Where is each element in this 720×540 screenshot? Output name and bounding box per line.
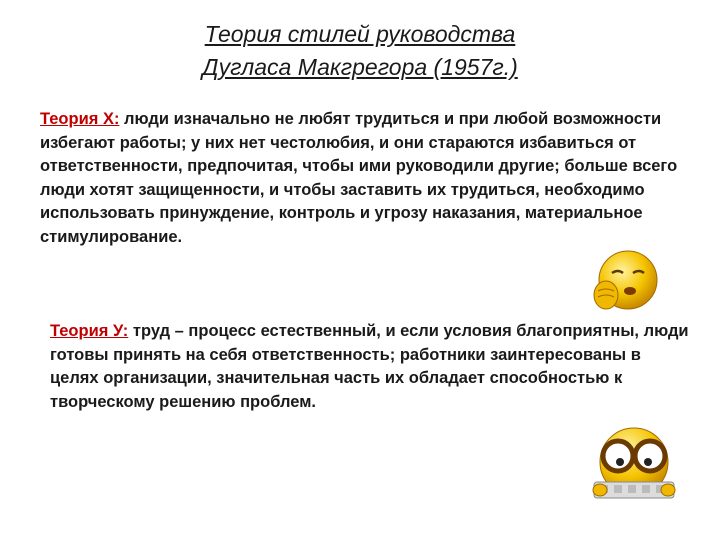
sleepy-smiley-icon: [588, 247, 662, 317]
theory-y-label: Теория У:: [50, 322, 129, 340]
theory-y-paragraph: [50, 320, 690, 414]
theory-x-text: люди изначально не любят трудиться и при любой возможности избегают работы; у них нет честолюбия, и они стараются избавиться от ответственности, предпочитая, чтобы ими руководили другие; больше всего люди хотят защищенности, и чтобы заставить их трудиться, необходимо использовать принуждение, контроль и угрозу наказания, материальное стимулирование.: [40, 110, 678, 246]
theory-x-label: Теория Х:: [40, 110, 120, 128]
theory-x-paragraph: [40, 108, 680, 249]
glasses-smiley-icon: [586, 424, 682, 504]
theory-y-text: труд – процесс естественный, и если условия благоприятны, люди готовы принять на себя ответственность; работники заинтересованы в целях организации, значительная часть их обладает способностью к творческому решению проблем.: [50, 322, 689, 411]
slide-title: [60, 18, 660, 84]
title-line-2: Дугласа Макгрегора (1957г.): [202, 54, 518, 80]
title-line-1: Теория стилей руководства: [204, 21, 516, 47]
